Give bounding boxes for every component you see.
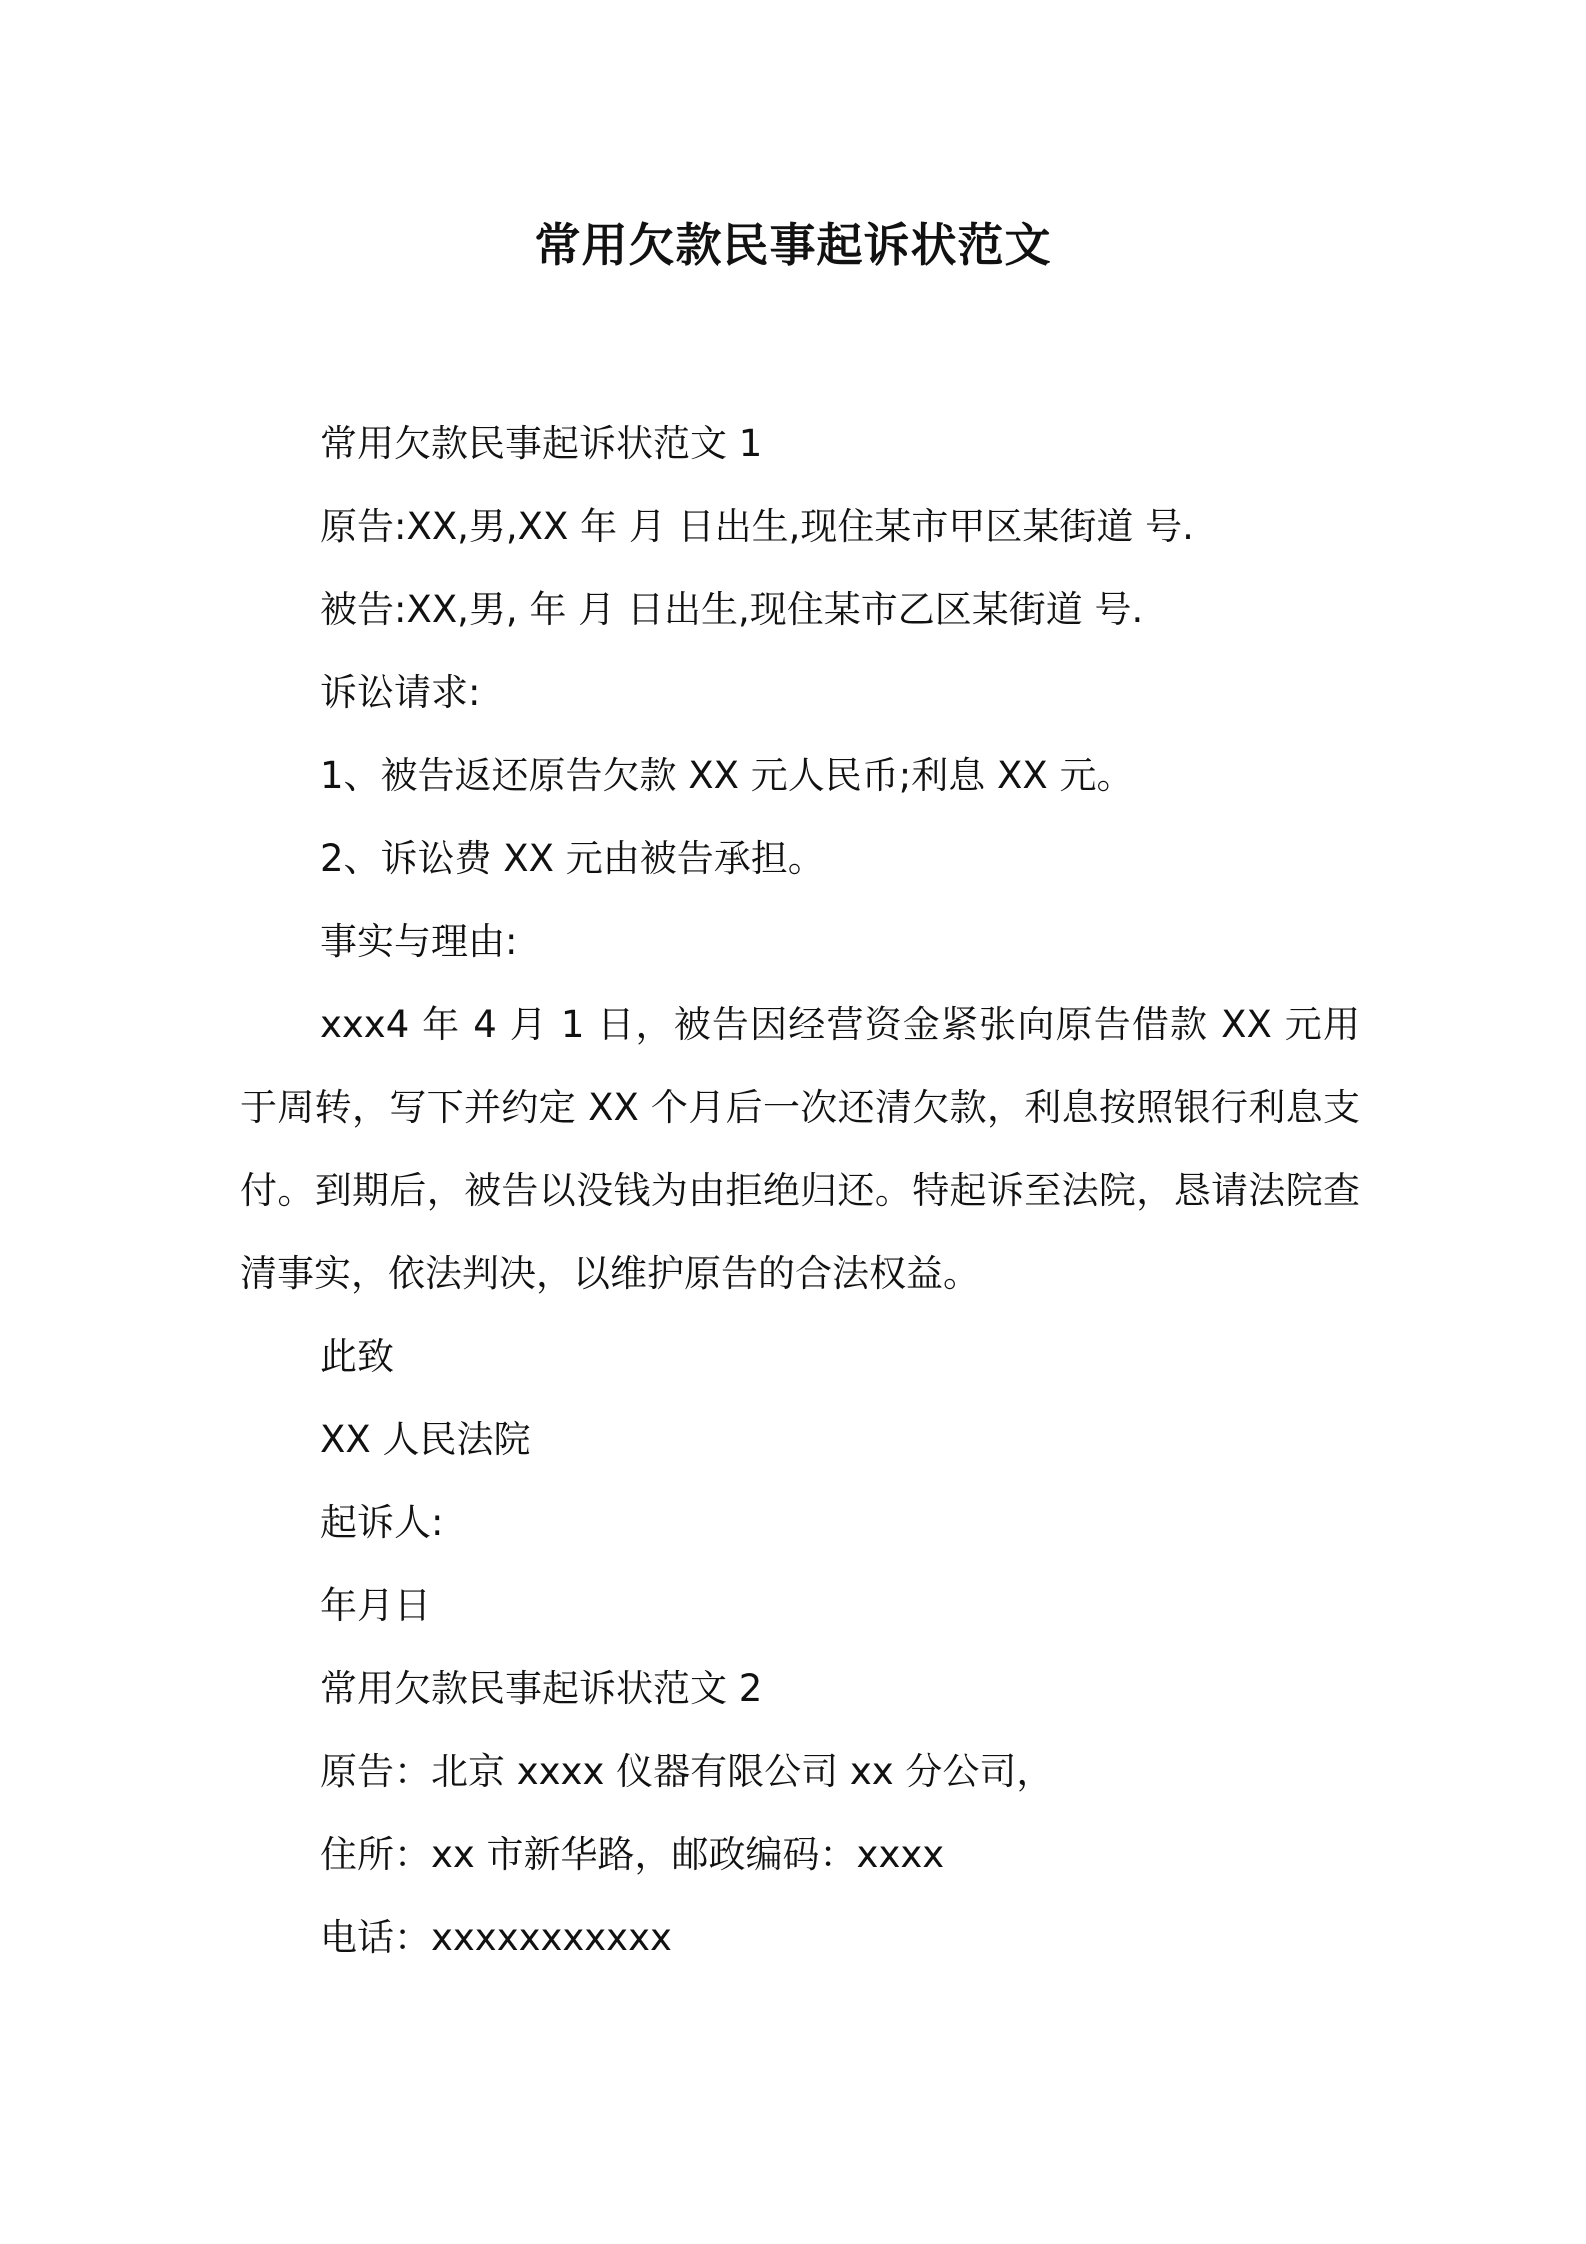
facts-paragraph: xxx4 年 4 月 1 日，被告因经营资金紧张向原告借款 XX 元用于周转，写下并约定 XX 个月后一次还清欠款，利息按照银行利息支付。到期后，被告以没钱为由拒绝归还。特起诉至法院，恳请法院查清事实，依法判决，以维护原告的合法权益。 <box>240 1003 1360 1295</box>
claim-item-1: 1、被告返还原告欠款 XX 元人民币;利息 XX 元。 <box>320 754 1134 797</box>
plaintiff-company-line: 原告：北京 xxxx 仪器有限公司 xx 分公司， <box>320 1750 1054 1793</box>
salutation: 此致 <box>320 1335 394 1378</box>
plaintiff-signature: 起诉人: <box>320 1501 444 1544</box>
date-line: 年月日 <box>320 1584 431 1627</box>
address-line: 住所：xx 市新华路，邮政编码：xxxx <box>320 1833 945 1876</box>
section-heading-1: 常用欠款民事起诉状范文 1 <box>320 422 763 465</box>
plaintiff-line: 原告:XX,男,XX 年 月 日出生,现住某市甲区某街道 号. <box>320 505 1194 548</box>
document-title: 常用欠款民事起诉状范文 <box>534 218 1052 272</box>
claims-heading: 诉讼请求: <box>320 671 481 714</box>
facts-heading: 事实与理由: <box>320 920 518 963</box>
court-name: XX 人民法院 <box>320 1418 531 1461</box>
defendant-line: 被告:XX,男, 年 月 日出生,现住某市乙区某街道 号. <box>320 588 1144 631</box>
document-body <box>240 402 1360 1979</box>
phone-line: 电话：xxxxxxxxxxx <box>320 1916 672 1959</box>
section-heading-2: 常用欠款民事起诉状范文 2 <box>320 1667 763 1710</box>
claim-item-2: 2、诉讼费 XX 元由被告承担。 <box>320 837 825 880</box>
